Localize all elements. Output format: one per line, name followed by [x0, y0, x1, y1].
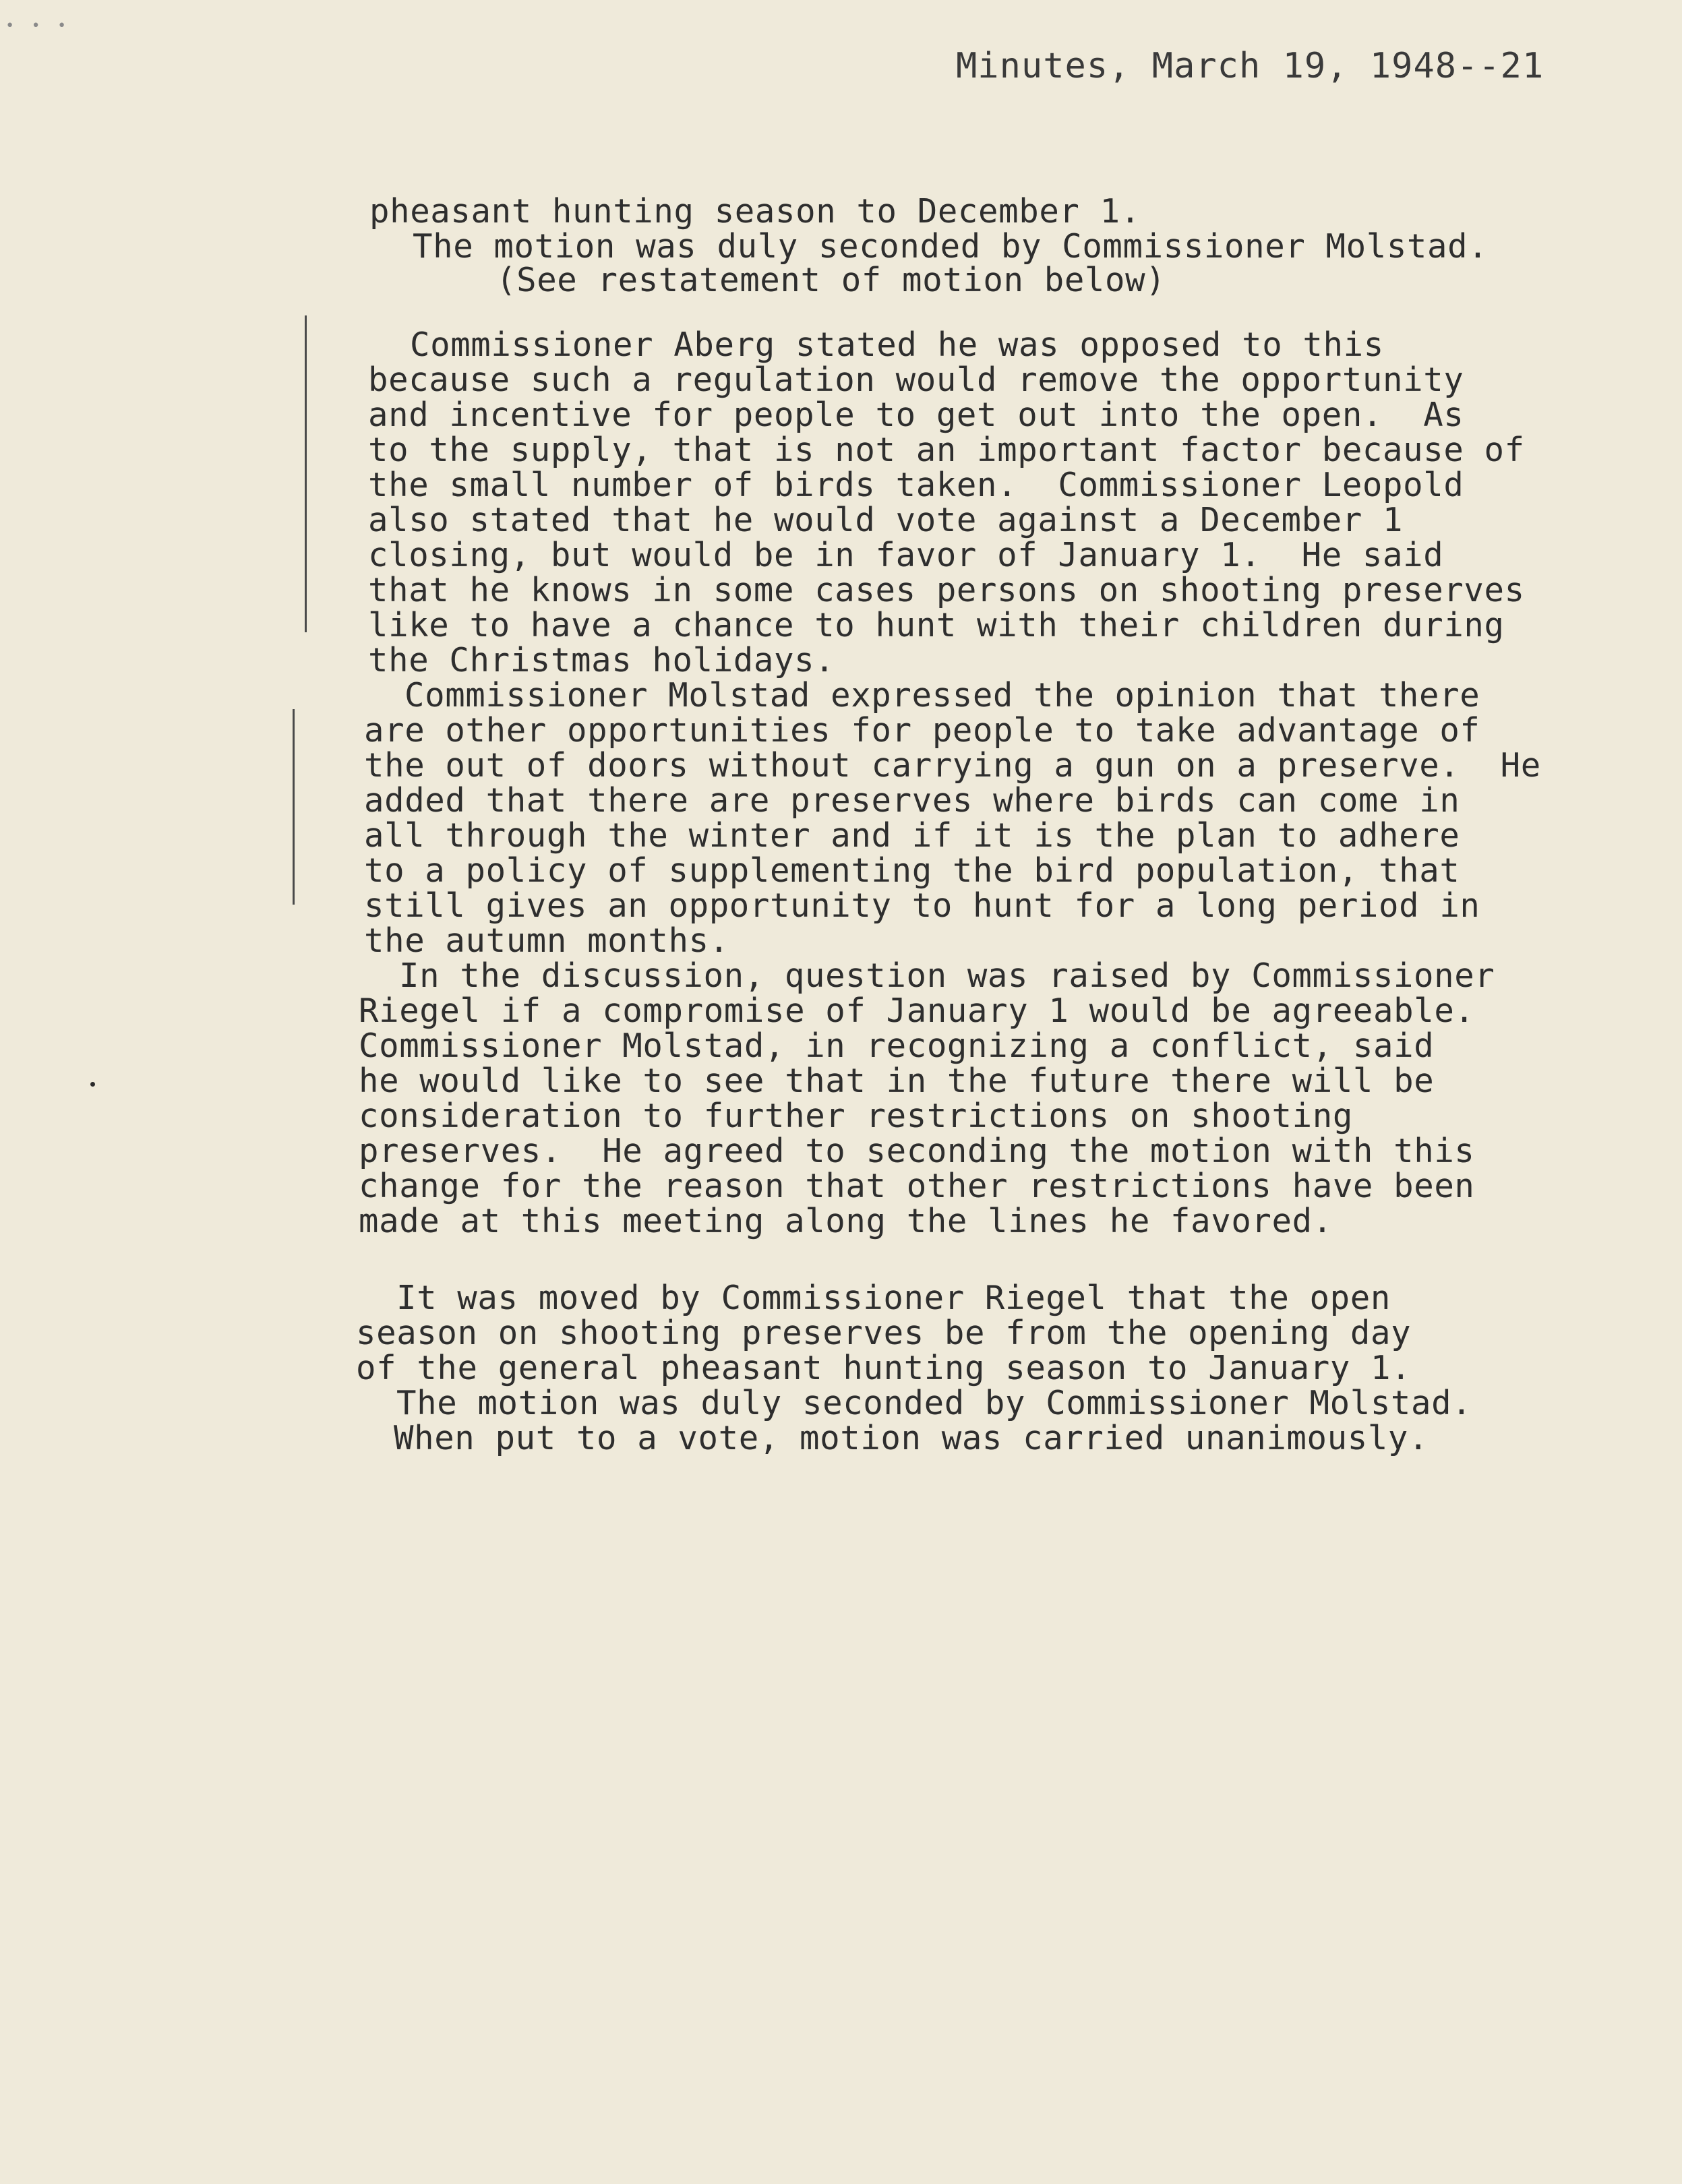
text-line: to a policy of supplementing the bird population, that	[364, 851, 1460, 890]
text-line: to the supply, that is not an important factor because of	[368, 431, 1525, 469]
text-line: The motion was duly seconded by Commissioner Molstad.	[396, 1384, 1472, 1422]
text-line: of the general pheasant hunting season to January 1.	[356, 1349, 1412, 1387]
text-line: Riegel if a compromise of January 1 would be agreeable.	[359, 992, 1475, 1030]
text-line: It was moved by Commissioner Riegel that the open	[396, 1279, 1391, 1317]
text-line: Commissioner Molstad expressed the opinion that there	[404, 676, 1480, 715]
text-line: are other opportunities for people to take advantage of	[364, 711, 1480, 750]
text-line: The motion was duly seconded by Commissioner Molstad.	[413, 227, 1489, 266]
stray-mark	[90, 1082, 95, 1087]
page-header: Minutes, March 19, 1948--21	[956, 46, 1544, 86]
text-line: In the discussion, question was raised by Commissioner	[399, 957, 1495, 995]
margin-line	[305, 315, 307, 632]
text-line: all through the winter and if it is the plan to adhere	[364, 816, 1460, 855]
text-line: When put to a vote, motion was carried unanimously.	[394, 1419, 1429, 1457]
text-line: closing, but would be in favor of January 1. He said	[368, 536, 1444, 574]
text-line: preserves. He agreed to seconding the motion with this	[359, 1132, 1475, 1170]
text-line: that he knows in some cases persons on shooting preserves	[368, 571, 1525, 609]
text-line: Commissioner Molstad, in recognizing a conflict, said	[359, 1027, 1435, 1065]
text-line: he would like to see that in the future there will be	[359, 1062, 1435, 1100]
text-line: the small number of birds taken. Commissioner Leopold	[368, 466, 1464, 504]
text-line: added that there are preserves where birds can come in	[364, 781, 1460, 820]
text-line: consideration to further restrictions on shooting	[359, 1097, 1353, 1135]
text-line: made at this meeting along the lines he favored.	[359, 1202, 1333, 1240]
text-line: the autumn months.	[364, 921, 729, 960]
text-line: change for the reason that other restrictions have been	[359, 1167, 1475, 1205]
text-line: the Christmas holidays.	[368, 641, 835, 679]
text-line: like to have a chance to hunt with their children during	[368, 606, 1505, 644]
text-line: because such a regulation would remove the opportunity	[368, 361, 1464, 399]
text-line: pheasant hunting season to December 1.	[369, 192, 1141, 231]
text-line: also stated that he would vote against a December 1	[368, 501, 1404, 539]
margin-line	[293, 709, 295, 905]
text-line: (See restatement of motion below)	[496, 261, 1166, 299]
text-line: Commissioner Aberg stated he was opposed to this	[410, 326, 1384, 364]
text-line: and incentive for people to get out into the open. As	[368, 396, 1464, 434]
text-line: still gives an opportunity to hunt for a long period in	[364, 886, 1480, 925]
corner-punch-marks: • • •	[5, 18, 71, 34]
text-line: the out of doors without carrying a gun on a preserve. He	[364, 746, 1541, 785]
text-line: season on shooting preserves be from the opening day	[356, 1314, 1412, 1352]
